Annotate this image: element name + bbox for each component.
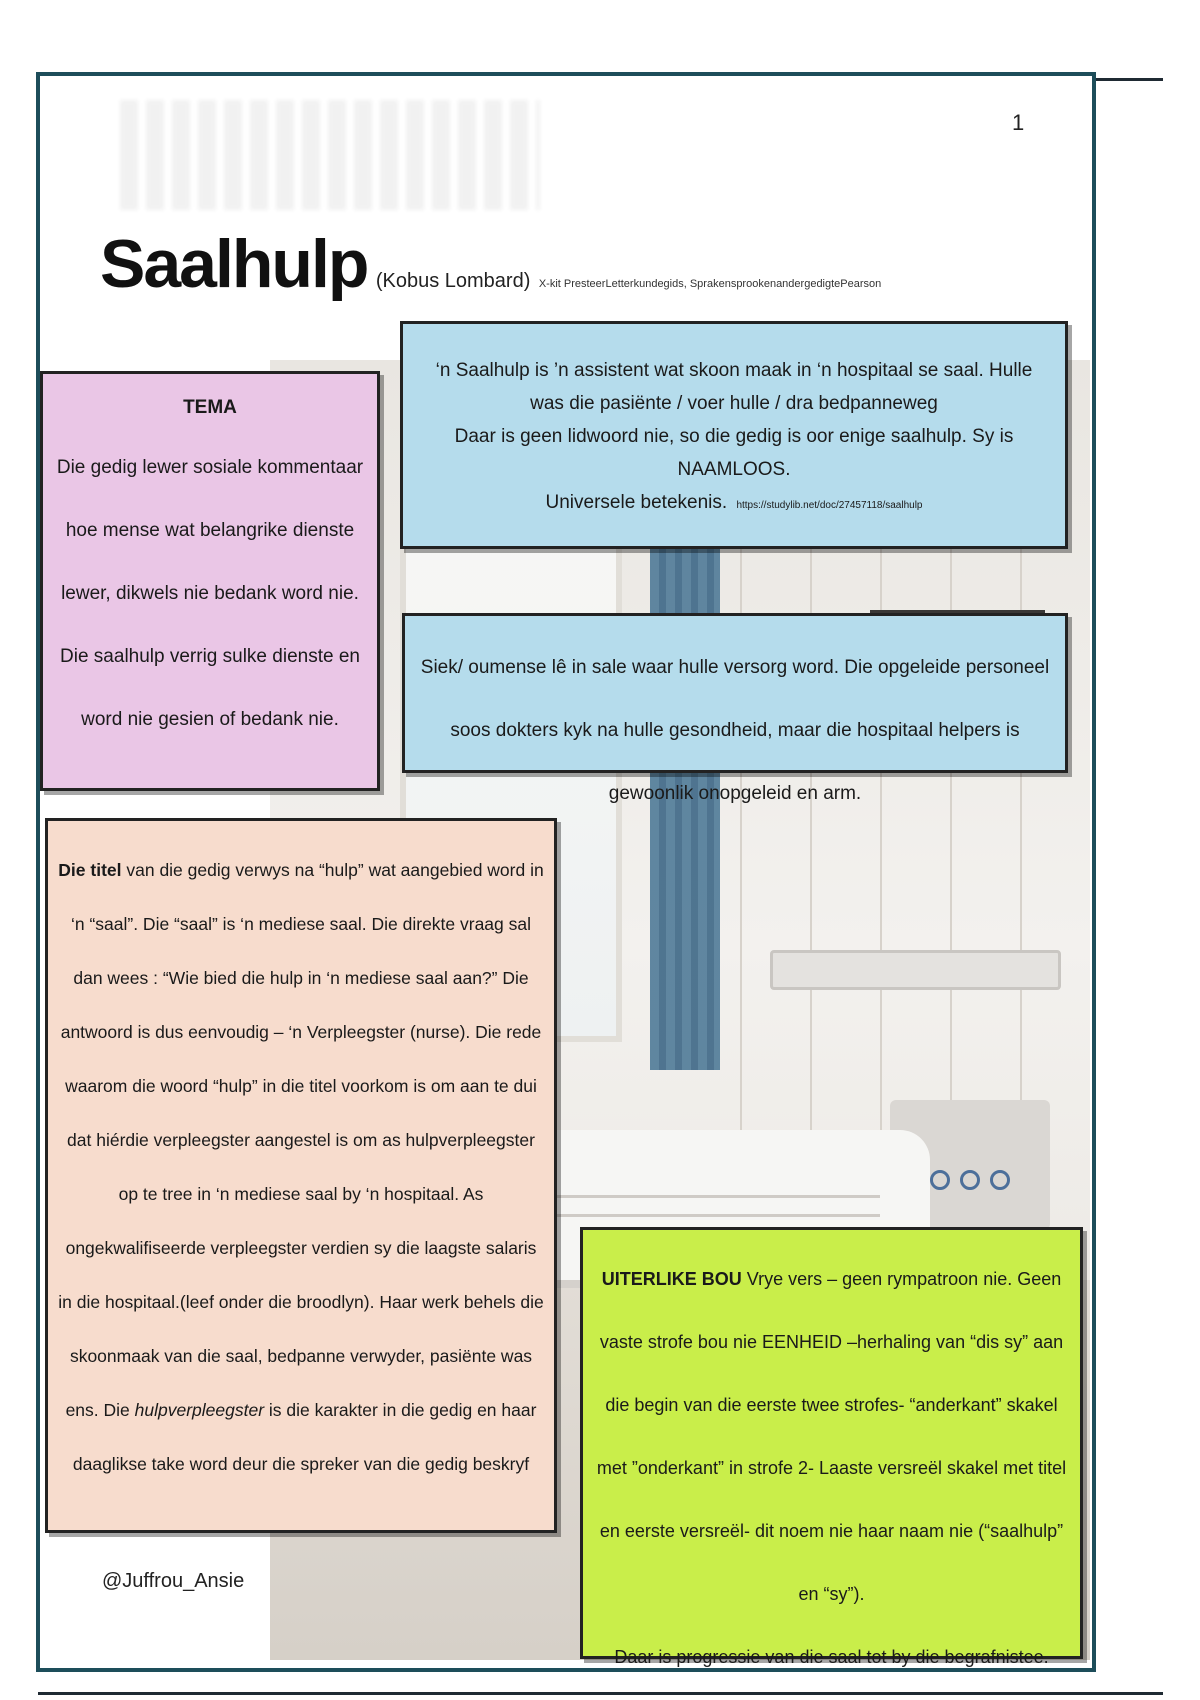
theme-body: Die gedig lewer sosiale kommentaar hoe mense wat belangrike dienste lewer, dikwels nie bedank word nie. Die saalhulp verrig sulke dienste en word nie gesien of bedank nie. xyxy=(56,457,364,730)
author-handle: @Juffrou_Ansie xyxy=(102,1570,245,1592)
bottom-rule xyxy=(38,1692,1163,1695)
definition-line-3: Universele betekenis. xyxy=(545,492,728,513)
structure-closing: Daar is progressie van die saal tot by die begrafnistee. xyxy=(614,1647,1049,1667)
source-reference: X-kit PresteerLetterkundegids, SprakensprookenandergedigtePearson xyxy=(538,278,882,290)
definition-line-2: Daar is geen lidwoord nie, so die gedig is oor enige saalhulp. Sy is NAAMLOOS. xyxy=(454,426,1014,480)
definition-line-3-wrap xyxy=(419,486,1049,522)
author-name: (Kobus Lombard) xyxy=(375,270,531,292)
theme-box xyxy=(40,371,380,791)
page-title: Saalhulp xyxy=(100,226,368,302)
console-knob xyxy=(930,1170,950,1190)
page-number: 1 xyxy=(1012,110,1025,135)
title-row xyxy=(100,225,881,303)
structure-box xyxy=(580,1227,1083,1667)
title-explanation-italic: hulpverpleegster xyxy=(134,1400,265,1420)
title-explanation-box xyxy=(45,818,557,1533)
title-explanation-part-2: is die karakter in die gedig en haar daaglikse take word deur die spreker van die gedig beskryf xyxy=(72,1400,537,1474)
faded-background-text xyxy=(120,100,540,210)
wall-light-rail xyxy=(770,950,1061,990)
patients-box xyxy=(402,613,1068,804)
console-knob xyxy=(990,1170,1010,1190)
title-explanation-part-1: van die gedig verwys na “hulp” wat aangebied word in ‘n “saal”. Die “saal” is ‘n mediese saal. Die direkte vraag sal dan wees : “Wie bied die hulp in ‘n mediese saal aan?” Die antwoord is dus eenvoudig – ‘n Verpleegster (nurse). Die rede waarom die woord “hulp” in die titel voorkom is om aan te dui dat hiérdie verpleegster aangestel is om as hulpverpleegster op te tree in ‘n mediese saal by ‘n hospitaal. As ongekwalifiseerde verpleegster verdien sy die laagste salaris in die hospitaal.(leef onder die broodlyn). Haar werk behels die skoonmaak van die saal, bedpanne verwyder, pasiënte was ens. Die xyxy=(58,860,544,1420)
source-link[interactable]: https://studylib.net/doc/27457118/saalhulp xyxy=(736,500,923,511)
structure-heading: UITERLIKE BOU xyxy=(601,1269,742,1289)
structure-body: Vrye vers – geen rympatroon nie. Geen vaste strofe bou nie EENHEID –herhaling van “dis sy” aan die begin van die eerste twee strofes- “anderkant” skakel met ”onderkant” in strofe 2- Laaste versreël skakel met titel en eerste versreël- dit noem nie haar naam nie (“saalhulp” en “sy”). xyxy=(596,1269,1067,1604)
title-explanation-lead: Die titel xyxy=(58,860,122,880)
console-knob xyxy=(960,1170,980,1190)
definition-line-1: ‘n Saalhulp is ’n assistent wat skoon maak in ‘n hospitaal se saal. Hulle was die pasiënte / voer hulle / dra bedpanneweg xyxy=(435,360,1033,414)
definition-box xyxy=(400,321,1068,549)
theme-heading: TEMA xyxy=(183,397,237,418)
patients-body: Siek/ oumense lê in sale waar hulle versorg word. Die opgeleide personeel soos dokters kyk na hulle gesondheid, maar die hospitaal helpers is gewoonlik onopgeleid en arm. xyxy=(420,657,1050,804)
bed-side-rail xyxy=(550,1195,880,1217)
